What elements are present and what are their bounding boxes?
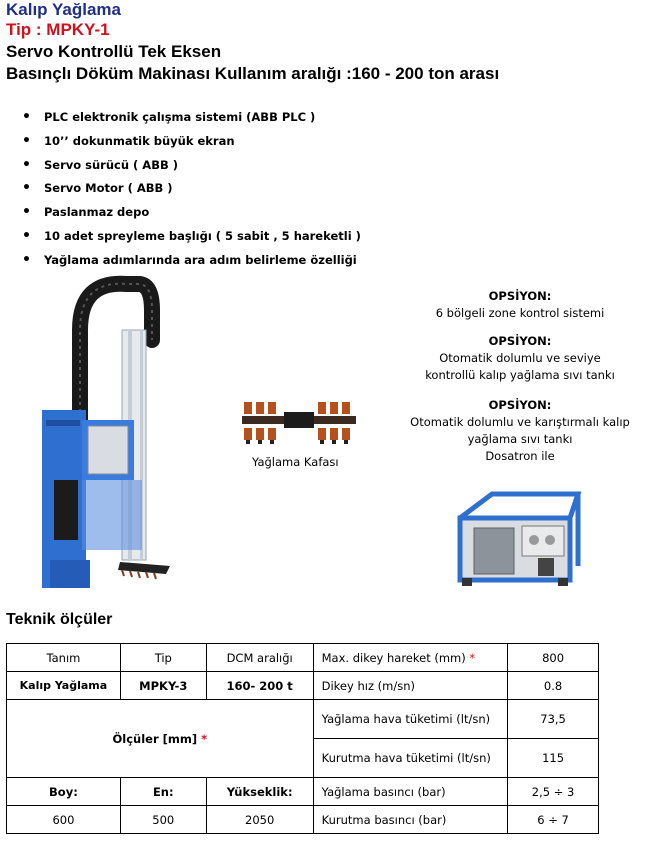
table-row [7,644,599,672]
list-item: • Servo sürücü ( ABB ) [22,154,361,178]
dim-value-length: 600 [7,806,121,834]
list-item: • Yağlama adımlarında ara adım belirleme özelliği [22,249,361,273]
spec-table [6,643,599,834]
spec-value: 115 [508,739,599,778]
option-text: Dosatron ile [485,449,555,463]
spec-label: Kurutma hava tüketimi (lt/sn) [313,739,508,778]
option-text: kontrollü kalıp yağlama sıvı tankı [425,368,615,382]
header-name: Tanım [7,644,121,672]
page-title: Kalıp Yağlama [6,0,121,19]
table-row [7,806,599,834]
subtitle-line-1: Servo Kontrollü Tek Eksen [6,42,222,61]
section-title: Teknik ölçüler [6,611,113,628]
spec-label: Max. dikey hareket (mm) * [313,644,508,672]
dimensions-label: Ölçüler [mm] * [7,700,314,778]
list-item: • 10 adet spreyleme başlığı ( 5 sabit , 5 hareketli ) [22,225,361,249]
spec-label: Yağlama basıncı (bar) [313,778,508,806]
option-heading: OPSİYON: [488,289,552,303]
spec-label: Kurutma basıncı (bar) [313,806,508,834]
table-row [7,672,599,700]
model-type: Tip : MPKY-1 [6,20,110,39]
header-type: Tip [120,644,206,672]
spray-head-caption: Yağlama Kafası [252,455,339,469]
option-text: yağlama sıvı tankı [467,432,573,446]
spec-value: 73,5 [508,700,599,739]
option-text: 6 bölgeli zone kontrol sistemi [435,306,605,320]
spec-value: 2,5 ÷ 3 [508,778,599,806]
spec-value: 0.8 [508,672,599,700]
machine-image [32,270,202,590]
tank-image [452,488,582,588]
subtitle-line-2: Basınçlı Döküm Makinası Kullanım aralığı :160 - 200 ton arası [6,64,500,83]
list-item: • Paslanmaz depo [22,201,361,225]
dim-header-width: En: [120,778,206,806]
option-heading: OPSİYON: [488,334,552,348]
list-item: • 10’’ dokunmatik büyük ekran [22,130,361,154]
required-star: * [201,731,208,746]
option-text: Otomatik dolumlu ve seviye [439,351,601,365]
option-block [400,397,640,465]
table-row [7,778,599,806]
spec-label: Yağlama hava tüketimi (lt/sn) [313,700,508,739]
option-text: Otomatik dolumlu ve karıştırmalı kalıp [410,415,630,429]
dim-header-length: Boy: [7,778,121,806]
cell-name: Kalıp Yağlama [7,672,121,700]
required-star: * [469,650,476,665]
cell-dcm: 160- 200 t [206,672,313,700]
dim-value-width: 500 [120,806,206,834]
spec-value: 6 ÷ 7 [508,806,599,834]
feature-list [22,106,361,273]
dim-header-height: Yükseklik: [206,778,313,806]
table-row [7,700,599,739]
spray-head-image [238,398,360,448]
list-item: • Servo Motor ( ABB ) [22,177,361,201]
list-item: • PLC elektronik çalışma sistemi (ABB PLC ) [22,106,361,130]
option-block [400,333,640,384]
cell-type: MPKY-3 [120,672,206,700]
spec-label: Dikey hız (m/sn) [313,672,508,700]
spec-value: 800 [508,644,599,672]
option-block [400,288,640,322]
option-heading: OPSİYON: [488,398,552,412]
dim-value-height: 2050 [206,806,313,834]
header-dcm: DCM aralığı [206,644,313,672]
